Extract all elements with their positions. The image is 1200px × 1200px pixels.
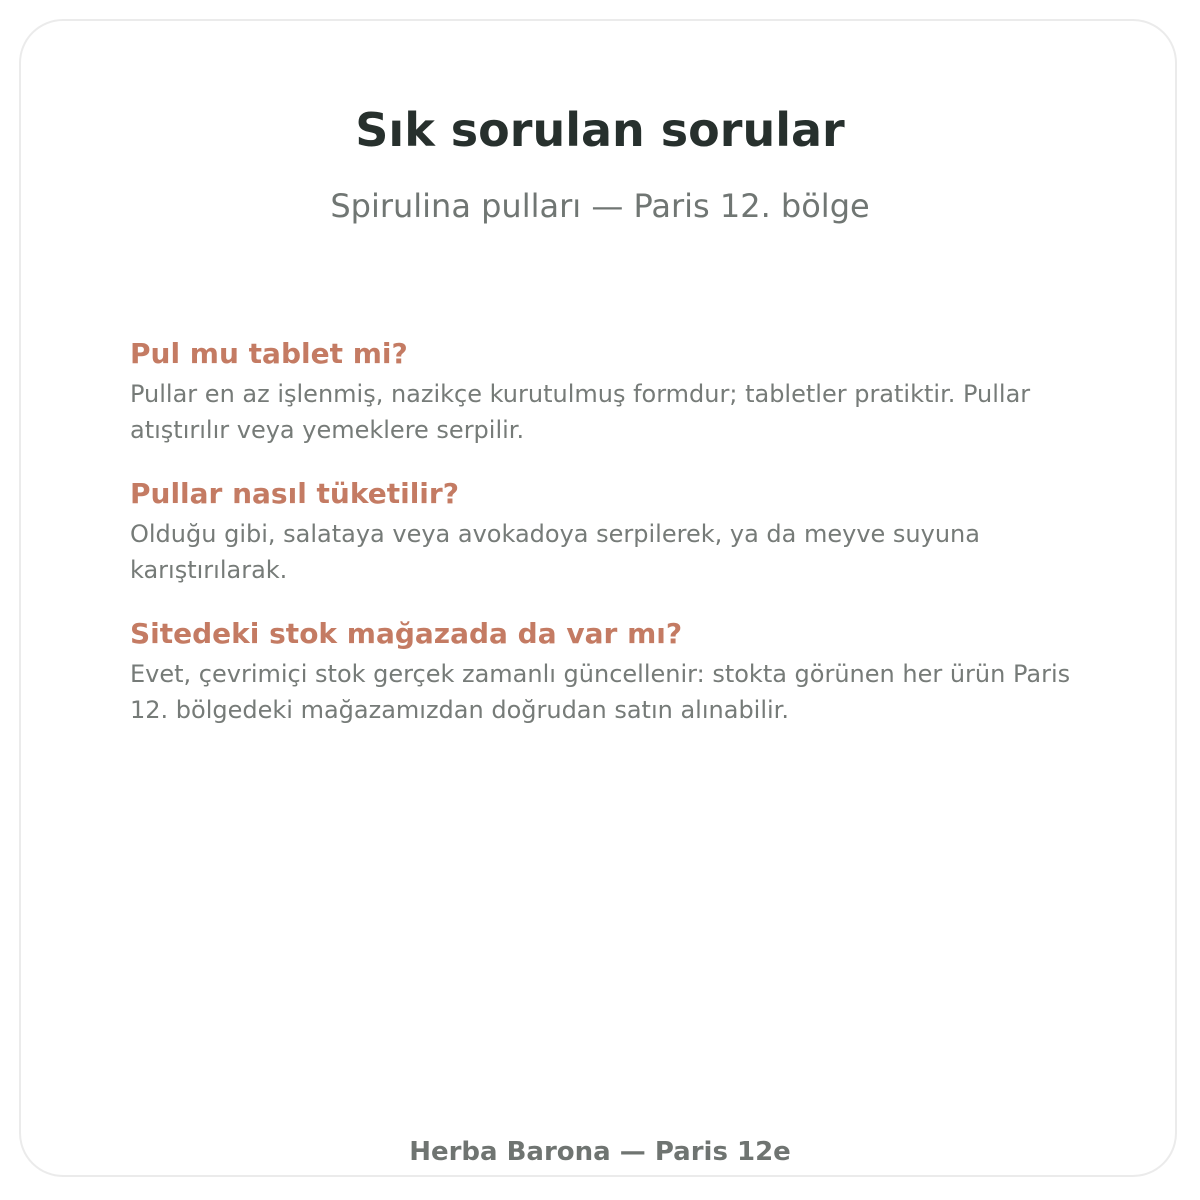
faq-answer: Pullar en az işlenmiş, nazikçe kurutulmuş formdur; tabletler pratiktir. Pullar atıştırılır veya yemeklere serpilir. (130, 380, 1031, 444)
faq-question: Pullar nasıl tüketilir? (130, 477, 459, 510)
faq-list (130, 334, 1090, 754)
faq-answer: Evet, çevrimiçi stok gerçek zamanlı güncellenir: stokta görünen her ürün Paris 12. bölgedeki mağazamızdan doğrudan satın alınabilir. (130, 660, 1071, 724)
faq-item (130, 474, 1090, 588)
faq-question: Pul mu tablet mi? (130, 337, 408, 370)
faq-item (130, 334, 1090, 448)
footer-brand: Herba Barona — Paris 12e (409, 1137, 791, 1167)
page-subtitle: Spirulina pulları — Paris 12. bölge (330, 187, 870, 225)
faq-item (130, 614, 1090, 728)
faq-answer: Olduğu gibi, salataya veya avokadoya serpilerek, ya da meyve suyuna karıştırılarak. (130, 520, 980, 584)
page-title: Sık sorulan sorular (355, 103, 845, 157)
faq-question: Sitedeki stok mağazada da var mı? (130, 617, 683, 650)
